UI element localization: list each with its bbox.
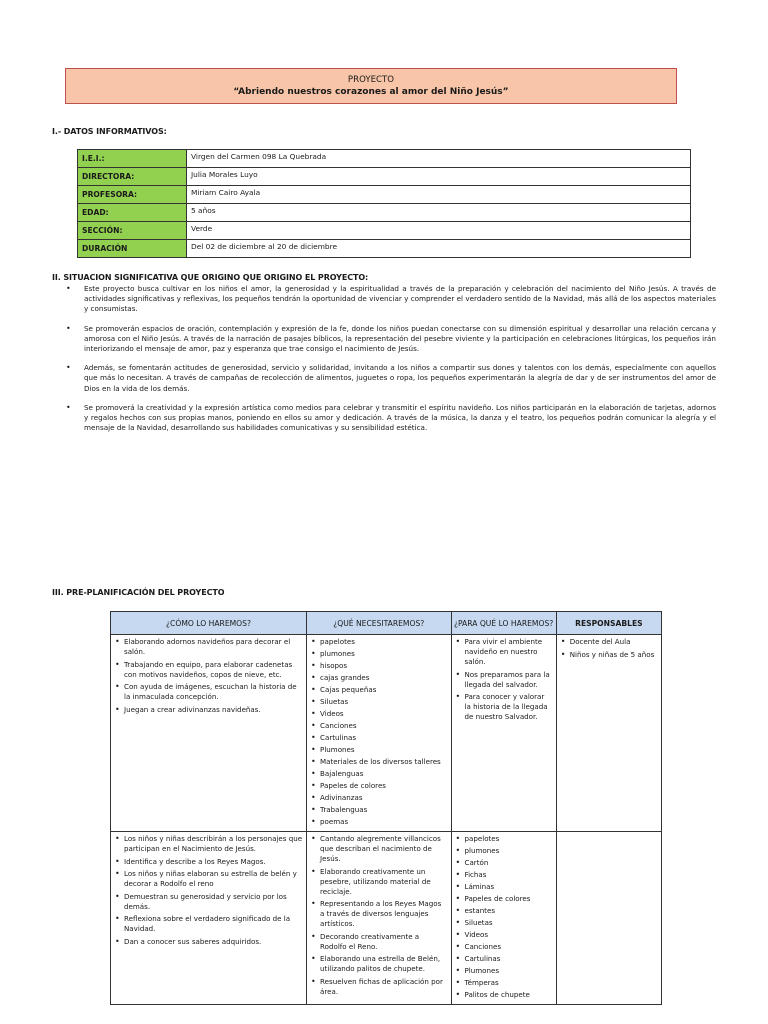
- table-row: [78, 204, 691, 222]
- table-row: [78, 168, 691, 186]
- section-2-heading: II. SITUACION SIGNIFICATIVA QUE ORIGINO QUE ORIGINO EL PROYECTO:: [52, 273, 369, 282]
- para-list: [455, 834, 553, 1000]
- list-item: • Elaborando una estrella de Belén, utilizando palitos de chupete.: [310, 954, 447, 974]
- como-list: [114, 834, 303, 947]
- list-item: • Elaborando creativamente un pesebre, utilizando material de reciclaje.: [310, 867, 447, 897]
- info-value: 5 años: [187, 204, 691, 222]
- que-list: [310, 834, 447, 997]
- list-item: • Cantando alegremente villancicos que describan el nacimiento de Jesús.: [310, 834, 447, 864]
- list-item: • Reflexiona sobre el verdadero significado de la Navidad.: [114, 914, 303, 934]
- info-label: DURACIÓN: [78, 240, 187, 258]
- list-item: • Demuestran su generosidad y servicio por los demás.: [114, 892, 303, 912]
- responsables-list: [560, 637, 658, 660]
- info-label: DIRECTORA:: [78, 168, 187, 186]
- list-item: • Los niños y niñas describirán a los personajes que participan en el Nacimiento de Jesús.: [114, 834, 303, 854]
- list-item: • Videos: [310, 709, 447, 719]
- list-item: • Bajalenguas: [310, 769, 447, 779]
- list-item: • poemas: [310, 817, 447, 827]
- cell-como: [111, 635, 307, 832]
- list-item: • Témperas: [455, 978, 553, 988]
- list-item: • Papeles de colores: [455, 894, 553, 904]
- planning-table: [110, 611, 662, 1005]
- list-item: • Plumones: [455, 966, 553, 976]
- table-row: [78, 240, 691, 258]
- info-value: Verde: [187, 222, 691, 240]
- list-item: • Adivinanzas: [310, 793, 447, 803]
- list-item: • plumones: [310, 649, 447, 659]
- list-item: • Con ayuda de imágenes, escuchan la historia de la inmaculada concepción.: [114, 682, 303, 702]
- list-item: • Elaborando adornos navideños para decorar el salón.: [114, 637, 303, 657]
- list-item: • cajas grandes: [310, 673, 447, 683]
- cell-que: [307, 832, 451, 1005]
- list-item: • Canciones: [455, 942, 553, 952]
- list-item: • Este proyecto busca cultivar en los niños el amor, la generosidad y la espiritualidad a través de la preparación y celebración del nacimiento del Niño Jesús. A través de actividades significativas y reflexivas, los pequeños tendrán la oportunidad de vivenciar y comprender el verdadero sentido de la Navidad, más allá de los aspectos materiales y consumistas.: [64, 284, 716, 315]
- list-item: • Cartulinas: [310, 733, 447, 743]
- list-item: • Representando a los Reyes Magos a través de diversos lenguajes artísticos.: [310, 899, 447, 929]
- cell-para: [451, 635, 556, 832]
- que-list: [310, 637, 447, 827]
- info-label: PROFESORA:: [78, 186, 187, 204]
- info-value: Julia Morales Luyo: [187, 168, 691, 186]
- list-item: • papelotes: [455, 834, 553, 844]
- col-header-para: ¿PARA QUÉ LO HAREMOS?: [451, 612, 556, 635]
- list-item: • Trabajando en equipo, para elaborar cadenetas con motivos navideños, copos de nieve, etc.: [114, 660, 303, 680]
- project-label: PROYECTO: [347, 75, 395, 85]
- list-item: • hisopos: [310, 661, 447, 671]
- list-item: • Materiales de los diversos talleres: [310, 757, 447, 767]
- list-item: • Canciones: [310, 721, 447, 731]
- como-list: [114, 637, 303, 715]
- list-item: • papelotes: [310, 637, 447, 647]
- section-3-heading: III. PRE-PLANIFICACIÓN DEL PROYECTO: [52, 588, 225, 597]
- list-item: • Dan a conocer sus saberes adquiridos.: [114, 937, 303, 947]
- list-item: • Docente del Aula: [560, 637, 658, 647]
- list-item: • plumones: [455, 846, 553, 856]
- list-item: • Plumones: [310, 745, 447, 755]
- project-title-box: [65, 68, 677, 104]
- list-item: • Se promoverá la creatividad y la expresión artística como medios para celebrar y transmitir el espíritu navideño. Los niños participarán en la elaboración de tarjetas, adornos y regalos hechos con sus propias manos, poniendo en ellos su amor y dedicación. A través de la música, la danza y el teatro, los pequeños podrán comunicar la alegría y el mensaje de la Navidad, desarrollando sus habilidades comunicativas y su sensibilidad estética.: [64, 403, 716, 434]
- list-item: • Para conocer y valorar la historia de la llegada de nuestro Salvador.: [455, 692, 553, 722]
- list-item: • Para vivir el ambiente navideño en nuestro salón.: [455, 637, 553, 667]
- project-title: “Abriendo nuestros corazones al amor del Niño Jesús”: [233, 87, 509, 97]
- col-header-como: ¿CÓMO LO HAREMOS?: [111, 612, 307, 635]
- table-row: [111, 635, 662, 832]
- cell-que: [307, 635, 451, 832]
- cell-responsables: [556, 832, 661, 1005]
- list-item: • Identifica y describe a los Reyes Magos.: [114, 857, 303, 867]
- list-item: • Trabalenguas: [310, 805, 447, 815]
- table-row: [78, 222, 691, 240]
- info-table: [77, 149, 691, 258]
- list-item: • Nos preparamos para la llegada del salvador.: [455, 670, 553, 690]
- table-row: [78, 186, 691, 204]
- info-label: EDAD:: [78, 204, 187, 222]
- cell-para: [451, 832, 556, 1005]
- info-value: Miriam Cairo Ayala: [187, 186, 691, 204]
- table-row: [78, 150, 691, 168]
- list-item: • Decorando creativamente a Rodolfo el Reno.: [310, 932, 447, 952]
- col-header-responsables: RESPONSABLES: [556, 612, 661, 635]
- info-label: SECCIÓN:: [78, 222, 187, 240]
- list-item: • Niños y niñas de 5 años: [560, 650, 658, 660]
- list-item: • Se promoverán espacios de oración, contemplación y expresión de la fe, donde los niños puedan conectarse con su dimensión espiritual y desarrollar una relación cercana y amorosa con el Niño Jesús. A través de la narración de pasajes bíblicos, la representación del pesebre viviente y la participación en celebraciones litúrgicas, los pequeños irán interiorizando el mensaje de amor, paz y esperanza que trae consigo el nacimiento de Jesús.: [64, 324, 716, 355]
- cell-como: [111, 832, 307, 1005]
- list-item: • estantes: [455, 906, 553, 916]
- table-header-row: [111, 612, 662, 635]
- info-value: Virgen del Carmen 098 La Quebrada: [187, 150, 691, 168]
- info-label: I.E.I.:: [78, 150, 187, 168]
- list-item: • Los niños y niñas elaboran su estrella de belén y decorar a Rodolfo el reno: [114, 869, 303, 889]
- list-item: • Además, se fomentarán actitudes de generosidad, servicio y solidaridad, invitando a los niños a compartir sus dones y talentos con los demás, especialmente con aquellos que más lo necesitan. A través de campañas de recolección de alimentos, juguetes o ropa, los pequeños experimentarán la alegría de dar y de ser instrumentos del amor de Dios en la vida de los demás.: [64, 363, 716, 394]
- section-1-heading: I.- DATOS INFORMATIVOS:: [52, 127, 167, 136]
- list-item: • Resuelven fichas de aplicación por área.: [310, 977, 447, 997]
- list-item: • Cartulinas: [455, 954, 553, 964]
- list-item: • Papeles de colores: [310, 781, 447, 791]
- table-row: [111, 832, 662, 1005]
- cell-responsables: [556, 635, 661, 832]
- list-item: • Fichas: [455, 870, 553, 880]
- para-list: [455, 637, 553, 722]
- list-item: • Láminas: [455, 882, 553, 892]
- info-value: Del 02 de diciembre al 20 de diciembre: [187, 240, 691, 258]
- col-header-que: ¿QUÉ NECESITAREMOS?: [307, 612, 451, 635]
- list-item: • Cajas pequeñas: [310, 685, 447, 695]
- list-item: • Siluetas: [455, 918, 553, 928]
- list-item: • Siluetas: [310, 697, 447, 707]
- situation-list: [64, 284, 716, 442]
- list-item: • Cartón: [455, 858, 553, 868]
- list-item: • Palitos de chupete: [455, 990, 553, 1000]
- list-item: • Juegan a crear adivinanzas navideñas.: [114, 705, 303, 715]
- list-item: • Videos: [455, 930, 553, 940]
